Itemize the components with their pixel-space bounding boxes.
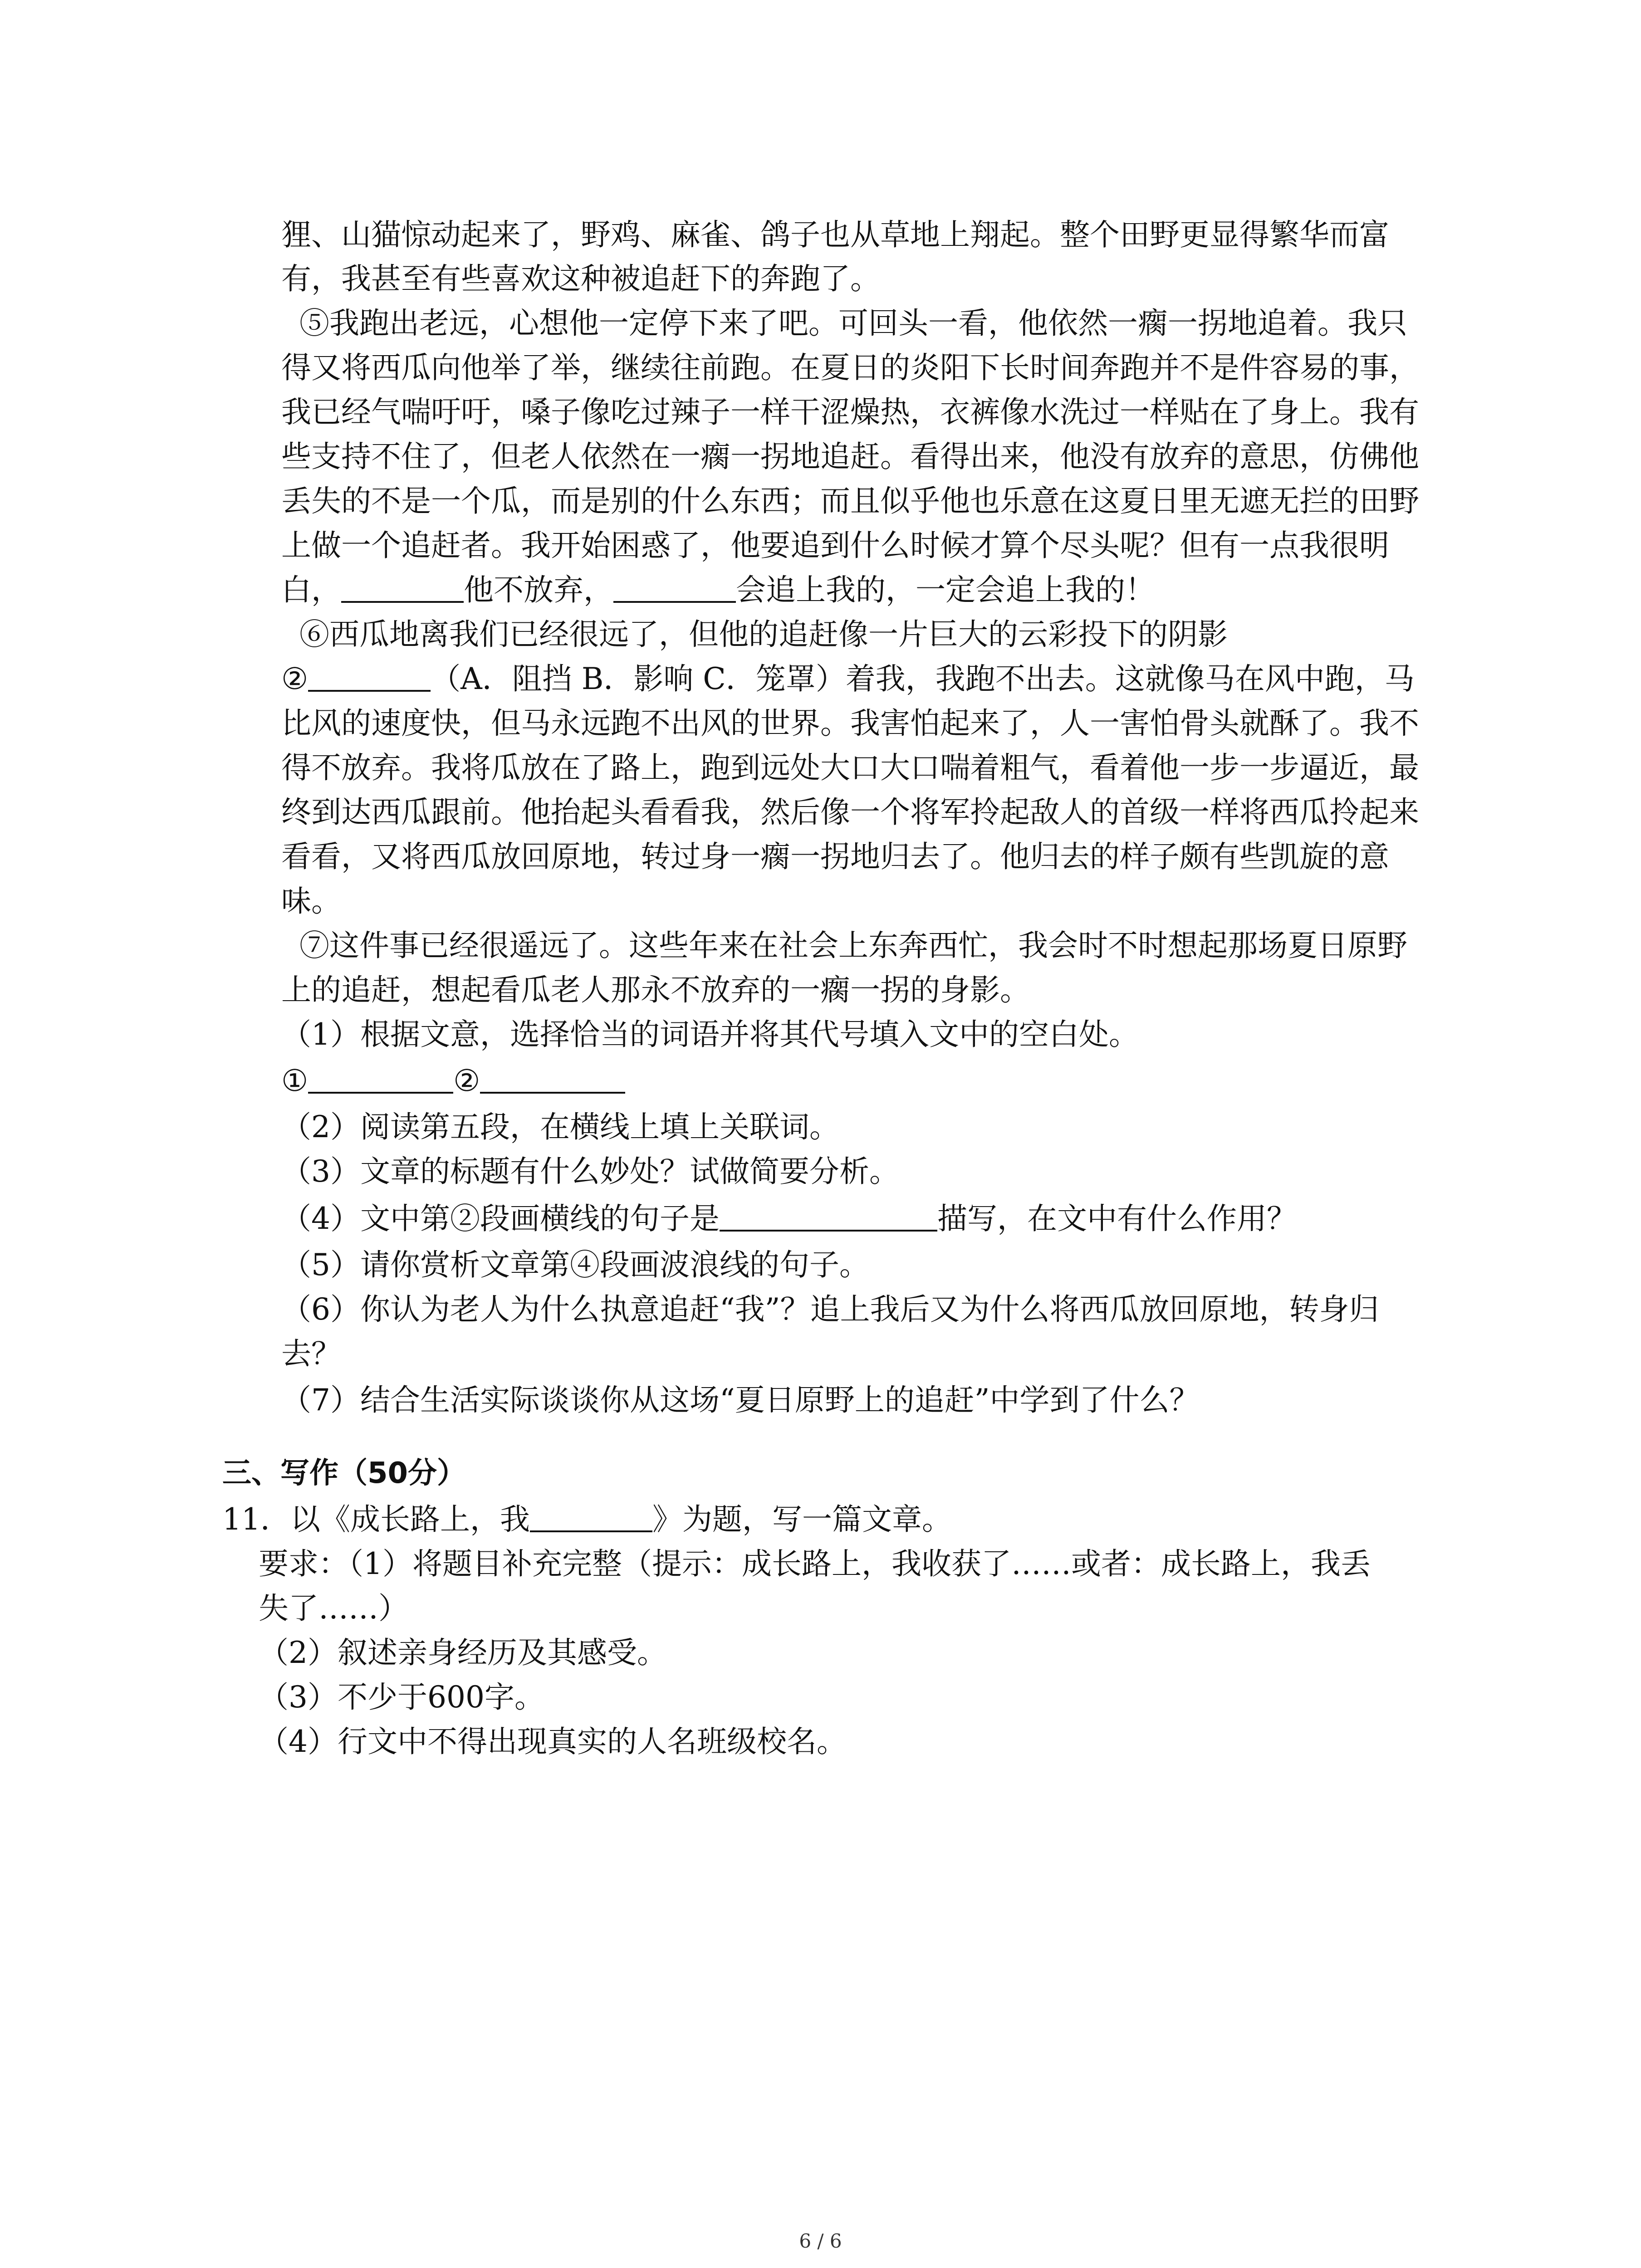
passage-line: 有，我甚至有些喜欢这种被追赶下的奔跑了。 [281,261,880,296]
page-number: 6 / 6 [799,2230,842,2252]
question-text: 》为题，写一篇文章。 [652,1502,952,1537]
answer-label: ② [453,1063,480,1098]
requirement-1-cont: 失了……） [259,1591,408,1626]
answer-blank[interactable] [480,1065,625,1094]
question-1-answers [281,1059,625,1103]
requirement-2: （2）叙述亲身经历及其感受。 [259,1635,667,1670]
passage-line: 些支持不住了，但老人依然在一瘸一拐地追赶。看得出来，他没有放弃的意思，仿佛他 [281,439,1419,474]
passage-line: 得不放弃。我将瓜放在了路上，跑到远处大口大口喘着粗气，看着他一步一步逼近，最 [281,750,1419,785]
question-6: （6）你认为老人为什么执意追赶“我”？追上我后又为什么将西瓜放回原地，转身归 [281,1292,1379,1327]
question-5: （5）请你赏析文章第④段画波浪线的句子。 [281,1247,869,1282]
title-blank[interactable] [530,1503,652,1532]
passage-line: ⑦这件事已经很遥远了。这些年来在社会上东奔西忙，我会时不时想起那场夏日原野 [299,928,1407,963]
requirement-3: （3）不少于600字。 [259,1680,544,1715]
passage-line [281,657,1415,701]
passage-line [281,568,1155,612]
passage-text: 会追上我的，一定会追上我的！ [736,572,1155,607]
answer-blank[interactable] [308,1065,453,1094]
question-1: （1）根据文意，选择恰当的词语并将其代号填入文中的空白处。 [281,1017,1139,1052]
passage-line: 得又将西瓜向他举了举，继续往前跑。在夏日的炎阳下长时间奔跑并不是件容易的事， [281,350,1419,385]
answer-blank[interactable] [720,1202,937,1232]
passage-line: 我已经气喘吁吁，嗓子像吃过辣子一样干涩燥热，衣裤像水洗过一样贴在了身上。我有 [281,395,1419,430]
passage-line: 看看，又将西瓜放回原地，转过身一瘸一拐地归去了。他归去的样子颇有些凯旋的意 [281,839,1389,874]
question-4 [281,1197,1297,1241]
question-text: 描写，在文中有什么作用？ [937,1201,1297,1236]
question-11 [222,1498,952,1541]
passage-text: （A．阻挡 B．影响 C．笼罩）着我，我跑不出去。这就像马在风中跑，马 [431,661,1415,696]
passage-line: 狸、山猫惊动起来了，野鸡、麻雀、鸽子也从草地上翔起。整个田野更显得繁华而富 [281,217,1389,252]
requirement-1: 要求：（1）将题目补充完整（提示：成长路上，我收获了……或者：成长路上，我丢 [259,1546,1371,1581]
passage-line: ⑤我跑出老远，心想他一定停下来了吧。可回头一看，他依然一瘸一拐地追着。我只 [299,306,1407,341]
passage-text: 白， [281,572,341,607]
passage-line: 比风的速度快，但马永远跑不出风的世界。我害怕起来了，人一害怕骨头就酥了。我不 [281,706,1419,741]
passage-line: 终到达西瓜跟前。他抬起头看看我，然后像一个将军拎起敌人的首级一样将西瓜拎起来 [281,795,1419,830]
question-3: （3）文章的标题有什么妙处？试做简要分析。 [281,1154,899,1189]
question-text: 11．以《成长路上，我 [222,1502,530,1537]
passage-line: 上的追赶，想起看瓜老人那永不放弃的一瘸一拐的身影。 [281,973,1030,1007]
answer-label: ① [281,1063,309,1098]
question-7: （7）结合生活实际谈谈你从这场“夏日原野上的追赶”中学到了什么？ [281,1383,1200,1418]
passage-line: 丢失的不是一个瓜，而是别的什么东西；而且似乎他也乐意在这夏日里无遮无拦的田野 [281,484,1419,518]
fill-blank[interactable] [613,574,736,603]
question-2: （2）阅读第五段，在横线上填上关联词。 [281,1110,839,1144]
question-6-cont: 去？ [281,1336,341,1371]
question-text: （4）文中第②段画横线的句子是 [281,1201,720,1236]
fill-blank[interactable] [308,663,431,692]
section-title: 三、写作（50分） [222,1457,466,1490]
passage-line: 味。 [281,884,341,919]
passage-text: 他不放弃， [464,572,613,607]
fill-blank[interactable] [341,574,464,603]
requirement-4: （4）行文中不得出现真实的人名班级校名。 [259,1724,847,1759]
passage-line: 上做一个追赶者。我开始困惑了，他要追到什么时候才算个尽头呢？但有一点我很明 [281,528,1389,563]
passage-text: ② [281,661,309,696]
passage-line: ⑥西瓜地离我们已经很远了，但他的追赶像一片巨大的云彩投下的阴影 [299,617,1228,652]
